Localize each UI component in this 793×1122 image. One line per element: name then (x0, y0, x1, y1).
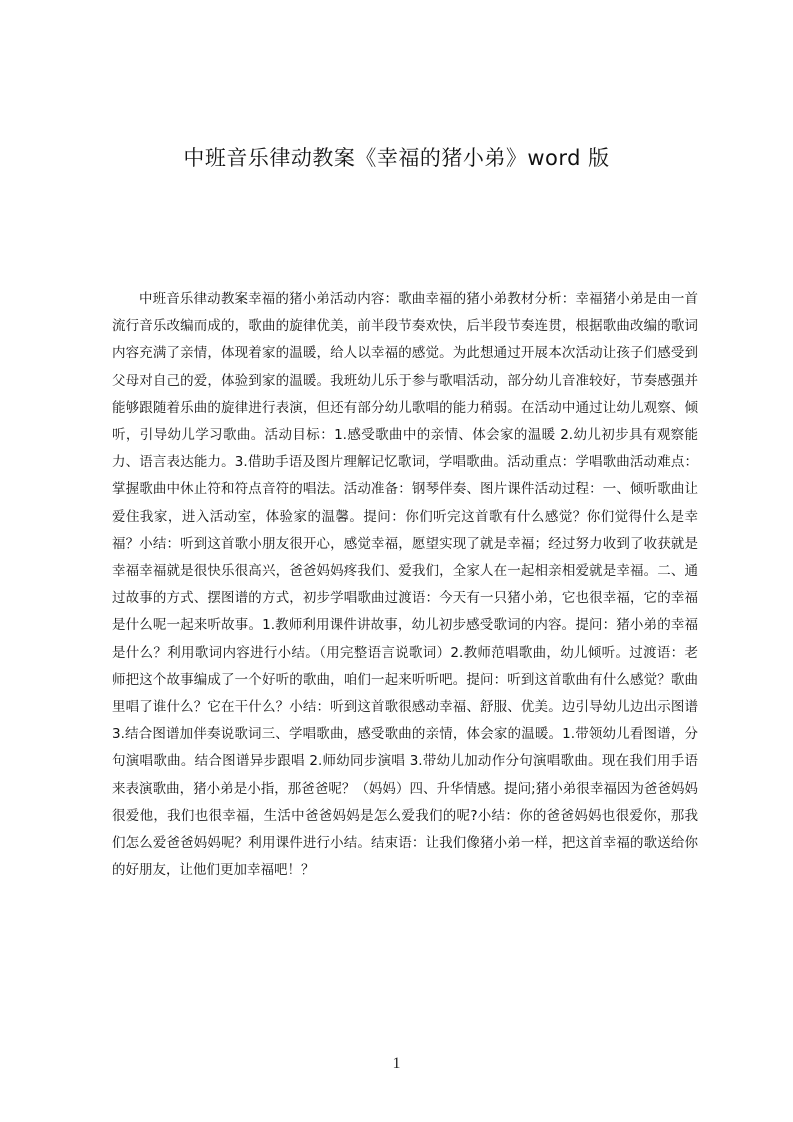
document-title: 中班音乐律动教案《幸福的猪小弟》word 版 (183, 146, 610, 170)
page-number: 1 (392, 1055, 401, 1072)
document-body-paragraph: 中班音乐律动教案幸福的猪小弟活动内容：歌曲幸福的猪小弟教材分析：幸福猪小弟是由一首流行音乐改编而成的，歌曲的旋律优美，前半段节奏欢快，后半段节奏连贯，根据歌曲改编的歌词内容充满了亲情，体现着家的温暖，给人以幸福的感觉。为此想通过开展本次活动让孩子们感受到父母对自己的爱，体验到家的温暖。我班幼儿乐于参与歌唱活动，部分幼儿音准较好，节奏感强并能够跟随着乐曲的旋律进行表演，但还有部分幼儿歌唱的能力稍弱。在活动中通过让幼儿观察、倾听，引导幼儿学习歌曲。活动目标：1.感受歌曲中的亲情、体会家的温暖 2.幼儿初步具有观察能力、语言表达能力。3.借助手语及图片理解记忆歌词，学唱歌曲。活动重点：学唱歌曲活动难点：掌握歌曲中休止符和符点音符的唱法。活动准备：钢琴伴奏、图片课件活动过程：一、倾听歌曲让爱住我家，进入活动室，体验家的温馨。提问：你们听完这首歌有什么感觉？你们觉得什么是幸福？小结：听到这首歌小朋友很开心，感觉幸福，愿望实现了就是幸福；经过努力收到了收获就是幸福幸福就是很快乐很高兴，爸爸妈妈疼我们、爱我们，全家人在一起相亲相爱就是幸福。二、通过故事的方式、摆图谱的方式，初步学唱歌曲过渡语：今天有一只猪小弟，它也很幸福，它的幸福是什么呢一起来听故事。1.教师利用课件讲故事，幼儿初步感受歌词的内容。提问：猪小弟的幸福是什么？利用歌词内容进行小结。（用完整语言说歌词）2.教师范唱歌曲，幼儿倾听。过渡语：老师把这个故事编成了一个好听的歌曲，咱们一起来听听吧。提问：听到这首歌曲有什么感觉？歌曲里唱了谁什么？它在干什么？小结：听到这首歌很感动幸福、舒服、优美。边引导幼儿边出示图谱 3.结合图谱加伴奏说歌词三、学唱歌曲，感受歌曲的亲情，体会家的温暖。1.带领幼儿看图谱，分句演唱歌曲。结合图谱异步跟唱 2.师幼同步演唱 3.带幼儿加动作分句演唱歌曲。现在我们用手语来表演歌曲，猪小弟是小指，那爸爸呢？（妈妈）四、升华情感。提问;猪小弟很幸福因为爸爸妈妈很爱他，我们也很幸福，生活中爸爸妈妈是怎么爱我们的呢?小结：你的爸爸妈妈也很爱你，那我们怎么爱爸爸妈妈呢？利用课件进行小结。结束语：让我们像猪小弟一样，把这首幸福的歌送给你的好朋友，让他们更加幸福吧！？ (112, 291, 698, 879)
